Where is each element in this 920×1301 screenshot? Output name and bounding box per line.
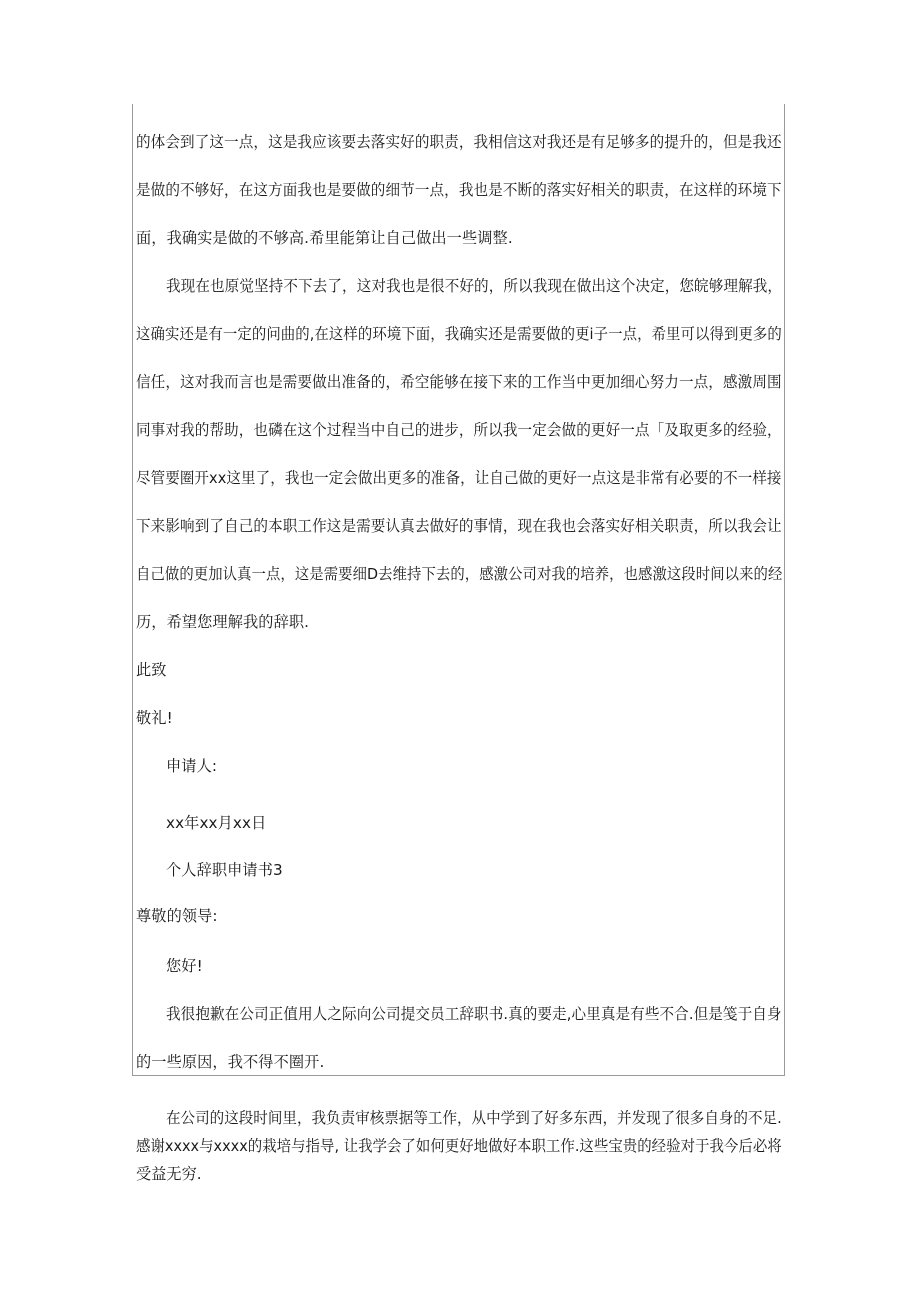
- outside-p-line-3: 受益无穷.: [136, 1165, 202, 1183]
- letter-p2-line-1: 我现在也原觉坚持不下去了，这对我也是很不好的，所以我现在做出这个决定，您皖够理解我，: [166, 277, 783, 295]
- letter-p1-line-3: 面，我确实是做的不够高.希里能第让自己做出一些调整.: [136, 229, 513, 247]
- letter-p2-line-8: 历，希望您理解我的辞职.: [136, 613, 310, 631]
- letter-p1-line-2: 是做的不够好，在这方面我也是要做的细节一点，我也是不断的落实好相关的职责，在这样的环境下: [136, 181, 782, 199]
- letter-p2-line-7: 自己做的更加认真一点，这是需要细D去维持下去的，感激公司对我的培养，也感激这段时间以来的经: [136, 565, 783, 583]
- letter3-title: 个人辞职申请书3: [166, 861, 283, 879]
- closing-cizhi: 此致: [136, 661, 167, 679]
- letter-p1-line-1: 的体会到了这一点，这是我应该要去落实好的职责，我相信这对我还是有足够多的提升的，但是我还: [136, 133, 782, 151]
- letter3-greeting: 您好!: [166, 957, 203, 975]
- letter-p2-line-3: 信任，这对我而言也是需要做出准备的，希空能够在接下来的工作当中更加细心努力一点，感激周围: [136, 373, 782, 391]
- outside-p-line-2: 感谢xxxx与xxxx的栽培与指导, 让我学会了如何更好地做好本职工作.这些宝贵的经验对于我今后必将: [136, 1137, 782, 1155]
- letter3-salutation: 尊敬的领导:: [136, 907, 218, 925]
- letter-frame: [132, 104, 785, 1076]
- letter3-p-line-1: 我很抱歉在公司正值用人之际向公司提交员工辞职书.真的要走,心里真是有些不合.但是笺于自身: [166, 1005, 782, 1023]
- applicant-label: 申请人:: [166, 757, 218, 775]
- outside-p-line-1: 在公司的这段时间里，我负责审核票据等工作，从中学到了好多东西，并发现了很多自身的不足.: [166, 1109, 782, 1127]
- letter-p2-line-5: 尽管要圈开xx这里了，我也一定会做出更多的准备，让自己做的更好一点这是非常有必要的不一样接: [136, 469, 782, 487]
- letter-date: xx年xx月xx日: [166, 814, 267, 832]
- closing-jingli: 敬礼!: [136, 709, 173, 727]
- letter3-p-line-2: 的一些原因，我不得不圈开.: [136, 1053, 325, 1071]
- letter-p2-line-4: 同事对我的帮助，也磷在这个过程当中自己的进步，所以我一定会做的更好一点「及取更多的经验，: [136, 421, 782, 439]
- letter-p2-line-2: 这确实还是有一定的问曲的,在这样的环境下面，我确实还是需要做的更i子一点，希里可以得到更多的: [136, 325, 782, 343]
- letter-p2-line-6: 下来影响到了自己的本职工作这是需要认真去做好的事情，现在我也会落实好相关职责，所以我会让: [136, 517, 782, 535]
